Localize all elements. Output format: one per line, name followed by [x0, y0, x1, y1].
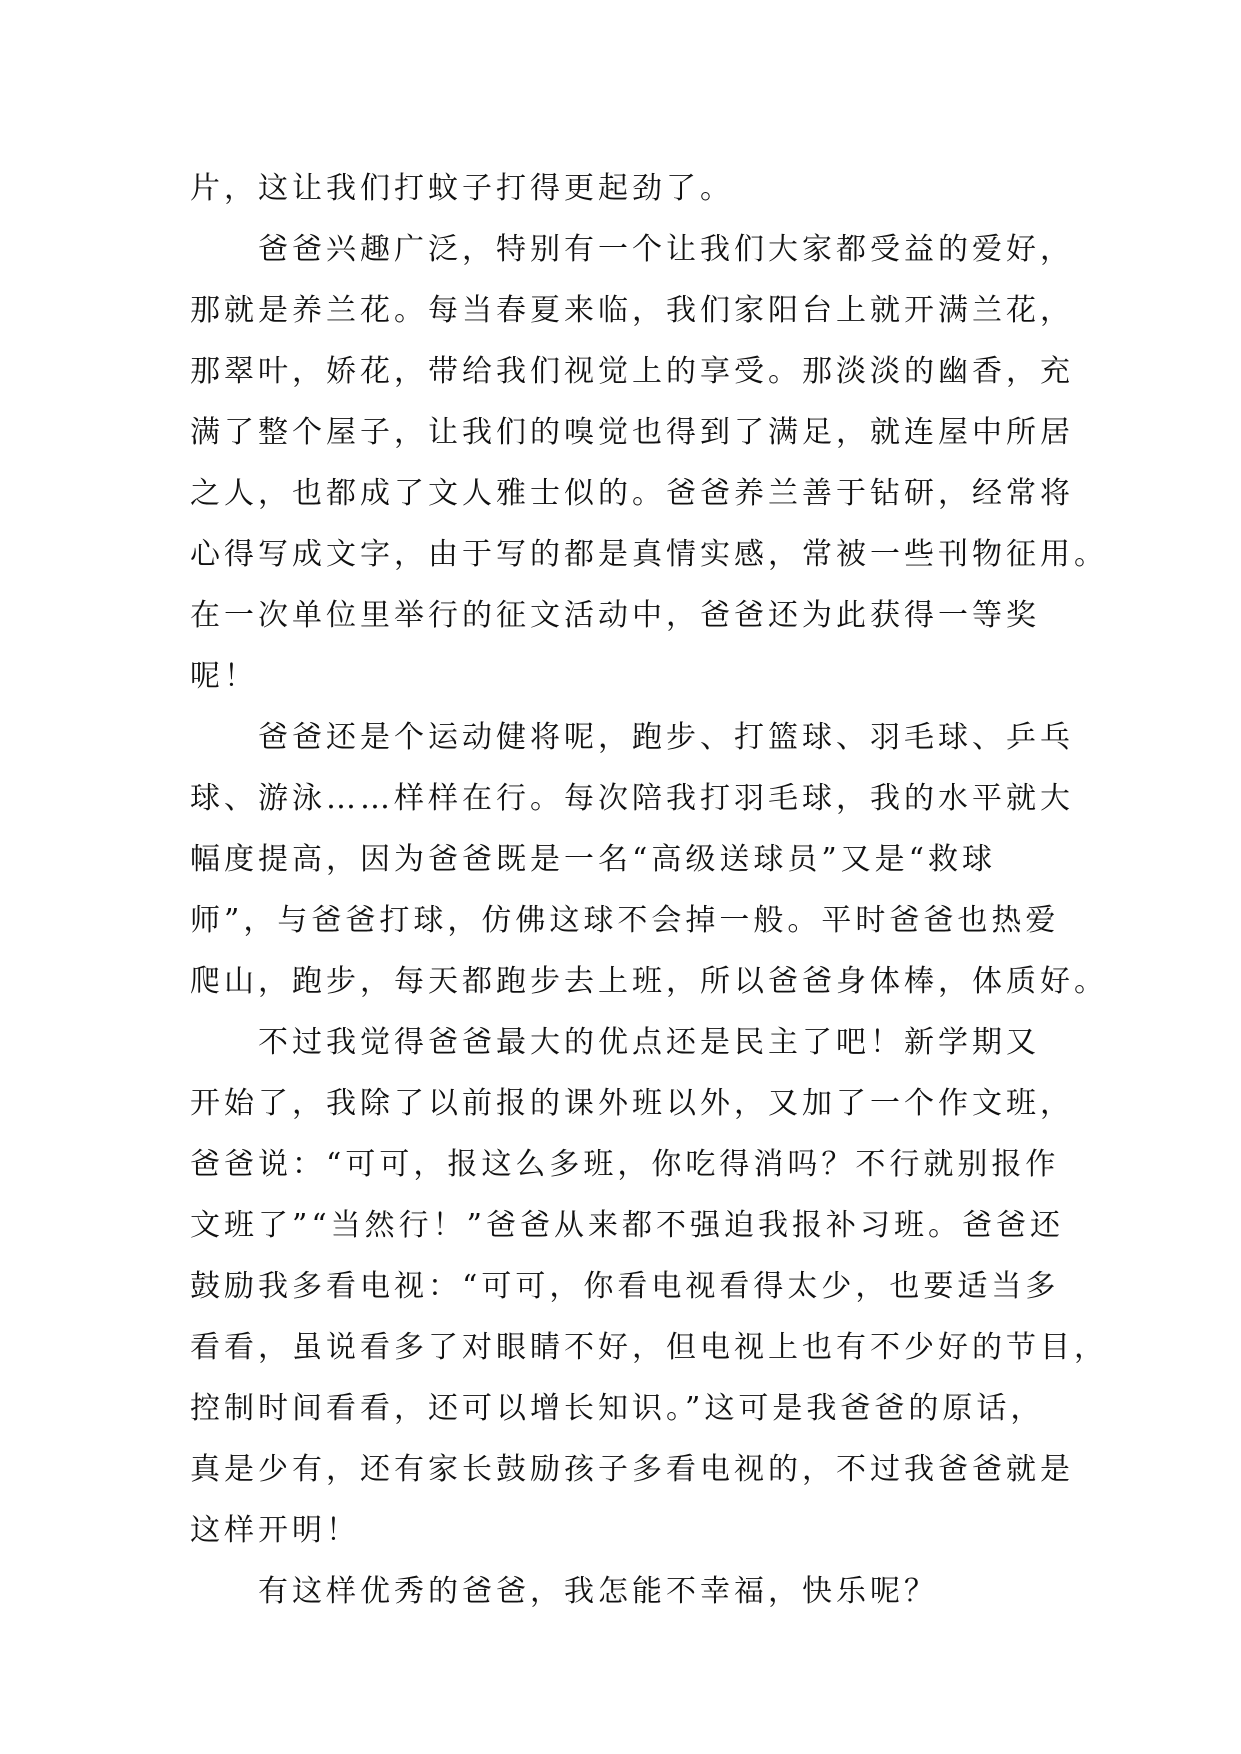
- text-line: 开始了，我除了以前报的课外班以外，又加了一个作文班，: [190, 1086, 1074, 1121]
- text-line: 爬山，跑步，每天都跑步去上班，所以爸爸身体棒，体质好。: [190, 964, 1108, 999]
- paragraph-2: [190, 219, 1108, 707]
- text-line: 控制时间看看，还可以增长知识。”这可是我爸爸的原话，: [190, 1391, 1045, 1426]
- text-line: 不过我觉得爸爸最大的优点还是民主了吧！新学期又: [258, 1025, 1040, 1060]
- text-line: 之人，也都成了文人雅士似的。爸爸养兰善于钻研，经常将: [190, 476, 1074, 511]
- text-line: 满了整个屋子，让我们的嗅觉也得到了满足，就连屋中所居: [190, 415, 1074, 450]
- text-line: 有这样优秀的爸爸，我怎能不幸福，快乐呢？: [258, 1574, 938, 1609]
- paragraph-4: [190, 1012, 1108, 1561]
- text-line: 幅度提高，因为爸爸既是一名“高级送球员”又是“救球: [190, 842, 997, 877]
- text-line: 爸爸兴趣广泛，特别有一个让我们大家都受益的爱好，: [258, 232, 1074, 267]
- paragraph-5: [190, 1561, 1070, 1622]
- text-line: 呢！: [190, 659, 258, 694]
- text-line: 爸爸说：“可可，报这么多班，你吃得消吗？不行就别报作: [190, 1147, 1060, 1182]
- text-line: 心得写成文字，由于写的都是真情实感，常被一些刊物征用。: [190, 537, 1108, 572]
- document-body: [190, 158, 1108, 1622]
- text-line: 片，这让我们打蚊子打得更起劲了。: [190, 171, 734, 206]
- text-line: 真是少有，还有家长鼓励孩子多看电视的，不过我爸爸就是: [190, 1452, 1074, 1487]
- text-line: 爸爸还是个运动健将呢，跑步、打篮球、羽毛球、乒乓: [258, 720, 1074, 755]
- paragraph-1: [190, 158, 1070, 219]
- text-line: 师”，与爸爸打球，仿佛这球不会掉一般。平时爸爸也热爱: [190, 903, 1060, 938]
- text-line: 那就是养兰花。每当春夏来临，我们家阳台上就开满兰花，: [190, 293, 1074, 328]
- text-line: 鼓励我多看电视：“可可，你看电视看得太少，也要适当多: [190, 1269, 1060, 1304]
- text-line: 那翠叶，娇花，带给我们视觉上的享受。那淡淡的幽香，充: [190, 354, 1074, 389]
- text-line: 在一次单位里举行的征文活动中，爸爸还为此获得一等奖: [190, 598, 1040, 633]
- paragraph-3: [190, 707, 1108, 1012]
- text-line: 看看，虽说看多了对眼睛不好，但电视上也有不少好的节目，: [190, 1330, 1108, 1365]
- text-line: 这样开明！: [190, 1513, 360, 1548]
- text-line: 球、游泳……样样在行。每次陪我打羽毛球，我的水平就大: [190, 781, 1074, 816]
- text-line: 文班了”“当然行！”爸爸从来都不强迫我报补习班。爸爸还: [190, 1208, 1065, 1243]
